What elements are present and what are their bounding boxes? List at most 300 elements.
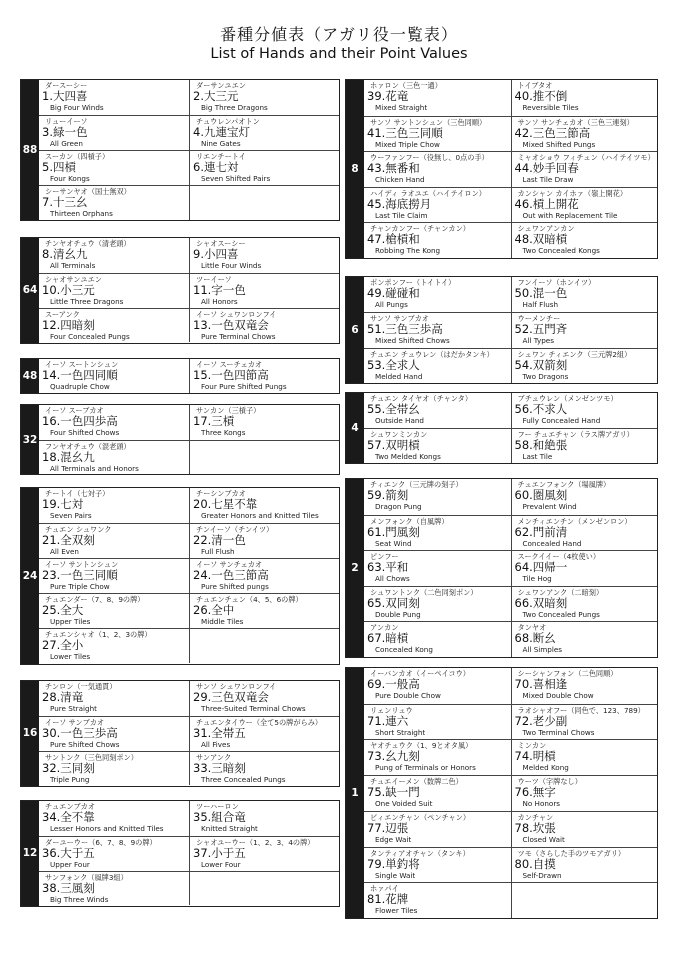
hand-english: Robbing The Kong — [375, 246, 441, 256]
points-bar — [346, 277, 364, 383]
hand-english: Knitted Straight — [201, 824, 258, 833]
hand-name: 48.双暗槓 — [514, 232, 568, 247]
hand-reading: ポンポンフー（トイトイ） — [370, 278, 456, 287]
hand-english: Tile Hog — [522, 574, 552, 584]
hand-reading: リューイーソ — [45, 117, 88, 126]
hand-cell — [364, 428, 511, 463]
hand-name: 58.和絶張 — [514, 438, 568, 452]
hand-reading: フンヤオチュウ（混老頭） — [45, 441, 131, 451]
hand-english: Seven Pairs — [50, 511, 92, 520]
left-points-group — [20, 237, 340, 344]
hand-name: 21.全双刻 — [42, 533, 95, 548]
hand-english: Pung of Terminals or Honors — [375, 763, 476, 773]
hand-english: Edge Wait — [375, 834, 412, 844]
hand-name: 54.双箭刻 — [514, 357, 568, 372]
hand-cell — [364, 811, 511, 847]
hand-name: 33.三暗刻 — [193, 760, 246, 775]
points-bar — [21, 238, 39, 343]
hand-name: 22.清一色 — [193, 533, 246, 548]
hand-english: Big Three Dragons — [201, 103, 268, 112]
hand-cell — [511, 586, 658, 622]
hand-english: Two Concealed Kongs — [522, 246, 600, 256]
hand-reading: タンティアオチャン（タンキ） — [370, 848, 470, 858]
hand-name: 37.小于五 — [193, 845, 246, 860]
hand-cell — [189, 801, 339, 836]
hand-reading: シャオサンユエン — [45, 274, 102, 284]
hand-english: Half Flush — [522, 300, 559, 309]
hand-reading: チンイーソ（チンイツ） — [196, 525, 274, 535]
hand-reading: イーソ スーブカオ — [45, 406, 104, 415]
hand-name: 79.単釣将 — [367, 856, 420, 871]
points-value: 64 — [22, 284, 38, 297]
hand-cell — [39, 751, 189, 786]
hand-reading — [193, 441, 339, 442]
hand-name: 14.一色四同順 — [42, 368, 118, 382]
hand-reading: チートイ（七対子） — [45, 489, 110, 498]
hand-reading: リェンリュウ — [370, 705, 413, 715]
hand-reading — [515, 883, 658, 884]
hand-name: 56.不求人 — [514, 402, 568, 416]
hand-reading: ミンカン — [517, 741, 547, 751]
hand-cell — [189, 440, 339, 475]
hand-name: 20.七星不靠 — [193, 497, 258, 511]
hand-cell — [511, 739, 658, 775]
points-value: 16 — [22, 727, 38, 740]
hand-cell — [189, 80, 339, 115]
hand-name: 41.三色三同順 — [367, 125, 443, 140]
hand-english: All Terminals and Honors — [50, 463, 139, 473]
hand-english: Concealed Hand — [522, 538, 582, 548]
right-points-group — [345, 276, 658, 384]
points-bar — [346, 80, 364, 258]
hand-name: 19.七対 — [42, 497, 84, 511]
hand-reading: サンソ サントンシュン（三色同順） — [370, 117, 487, 127]
hand-reading: チンロン（一気通貫） — [45, 682, 117, 691]
hand-english: Lesser Honors and Knitted Tiles — [50, 824, 164, 833]
hand-english: Upper Four — [50, 859, 90, 869]
hand-reading: チュエンシャオ（1、2、3の牌） — [45, 630, 152, 640]
hand-english: Little Four Winds — [201, 261, 262, 270]
hand-cell — [364, 348, 511, 383]
hand-cell — [39, 308, 189, 343]
hand-english: All Terminals — [50, 261, 96, 270]
points-value: 4 — [351, 422, 359, 434]
hand-name: 34.全不靠 — [42, 810, 95, 824]
hand-name: 68.断幺 — [514, 631, 556, 646]
hand-name: 45.海底撈月 — [367, 196, 432, 211]
hand-name: 51.三色三歩高 — [367, 322, 443, 337]
hand-name: 60.圏風刻 — [514, 488, 568, 502]
hand-cell — [39, 150, 189, 185]
hand-reading: シーサンヤオ（国士無双） — [45, 187, 131, 196]
hand-english: Lower Tiles — [50, 652, 91, 662]
hand-cell — [364, 479, 511, 515]
hand-english: Dragon Pung — [375, 502, 422, 511]
hand-name: 18.混幺九 — [42, 449, 95, 464]
hand-english: Self-Drawn — [522, 870, 562, 880]
hand-reading: ダーサンユエン — [196, 81, 246, 90]
hand-english: Two Concealed Pungs — [522, 609, 600, 619]
hand-cell — [364, 621, 511, 657]
hand-cell — [511, 847, 658, 883]
hand-reading: ホァロン（三色一通） — [370, 81, 442, 90]
hand-name: 75.缺一門 — [367, 785, 420, 800]
hand-english: All Simples — [522, 645, 562, 655]
hand-english: Three Kongs — [201, 428, 246, 437]
hand-cell — [39, 185, 189, 220]
hand-english: No Honors — [522, 799, 561, 809]
hand-name: 81.花牌 — [367, 892, 409, 907]
hand-reading: ウーファンフー（役無し、0点の手） — [370, 153, 489, 163]
hand-reading: チュエン シュワンク — [45, 525, 112, 535]
hand-name: 47.槍槓和 — [367, 232, 420, 247]
hand-name: 66.双暗刻 — [514, 595, 568, 610]
hand-reading: スークイイー（4枚使い） — [517, 552, 601, 562]
hand-reading: イーソ サンチェカオ — [196, 560, 263, 570]
hand-english: Little Three Dragons — [50, 296, 124, 306]
hand-name: 61.門風刻 — [367, 524, 420, 539]
hand-cell — [511, 116, 658, 152]
hand-name: 80.自摸 — [514, 856, 556, 871]
left-points-group — [20, 79, 340, 221]
hand-reading: チュエンフォンク（場風牌） — [517, 480, 611, 489]
hand-cell — [511, 393, 658, 428]
hand-reading: ホァパイ — [370, 884, 399, 894]
hand-english: Two Dragons — [522, 371, 569, 381]
hand-reading: シュワントンク（二色同刻ポン） — [370, 587, 478, 597]
hand-cell — [364, 775, 511, 811]
points-bar — [21, 801, 39, 906]
hand-cell — [364, 515, 511, 551]
hand-reading: リエンチートイ — [196, 152, 246, 161]
hand-english: Seat Wind — [375, 538, 412, 548]
hand-cell — [511, 187, 658, 223]
hand-name: 5.四槓 — [42, 160, 76, 174]
hand-name: 38.三風刻 — [42, 880, 95, 895]
hand-reading: ダーユーウー（6、7、8、9の牌） — [45, 837, 157, 847]
hand-cell — [39, 359, 189, 393]
left-points-group — [20, 487, 340, 665]
hand-cell — [511, 775, 658, 811]
hand-reading: フー チュエチャン（ラス牌アガリ） — [517, 430, 634, 439]
hand-reading: シュワン チィエンク（三元牌2組） — [517, 349, 632, 359]
hand-cell — [39, 523, 189, 558]
hand-reading: シュワンミンカン — [370, 430, 428, 439]
hand-cell — [39, 238, 189, 273]
hand-name: 29.三色双竜会 — [193, 690, 269, 704]
hand-english: Four Concealed Pungs — [50, 331, 130, 341]
points-bar — [346, 393, 364, 463]
hand-cell — [189, 558, 339, 593]
hand-name: 76.無字 — [514, 785, 556, 800]
hand-reading — [193, 629, 339, 630]
hand-cell — [39, 115, 189, 150]
hand-name: 78.坎張 — [514, 820, 556, 835]
hand-name: 2.大三元 — [193, 89, 239, 103]
hand-cell — [39, 558, 189, 593]
hand-cell — [189, 488, 339, 523]
hand-name: 65.双同刻 — [367, 595, 420, 610]
hand-name: 3.緑一色 — [42, 125, 88, 139]
hand-name: 44.妙手回春 — [514, 161, 579, 176]
hand-english: Pure Shifted pungs — [201, 582, 269, 592]
hand-name: 71.連六 — [367, 713, 409, 728]
hand-name: 67.暗槓 — [367, 631, 409, 646]
hand-english: Mixed Double Chow — [522, 691, 594, 700]
hand-english: Pure Double Chow — [375, 691, 441, 700]
hand-cell — [364, 187, 511, 223]
hand-name: 53.全求人 — [367, 357, 420, 372]
hand-english: Two Melded Kongs — [375, 452, 441, 461]
points-bar — [346, 479, 364, 657]
points-bar — [346, 668, 364, 918]
hand-name: 26.全中 — [193, 603, 235, 618]
hand-english: All Types — [522, 336, 554, 346]
left-points-group — [20, 800, 340, 907]
hand-reading: ウーメンチー — [517, 314, 561, 324]
hand-cell — [39, 593, 189, 628]
hand-name: 57.双明槓 — [367, 438, 420, 452]
hand-cell — [189, 308, 339, 343]
hand-name: 73.幺九刻 — [367, 749, 420, 764]
hand-name: 39.花竜 — [367, 89, 409, 103]
hand-english: Melded Kong — [522, 763, 569, 773]
hand-reading: イーソ スーチェカオ — [196, 360, 263, 369]
hand-cell — [189, 238, 339, 273]
hand-reading: トイブタオ — [517, 81, 553, 90]
hand-reading: チャンカンフー（チャンカン） — [370, 224, 470, 234]
hand-cell — [39, 273, 189, 308]
hand-english: Reversible Tiles — [522, 103, 579, 112]
hand-cell — [511, 515, 658, 551]
hand-reading: サンアンク — [196, 752, 232, 762]
hand-name: 12.四暗刻 — [42, 317, 95, 332]
hand-reading: サンフォンク（風牌3組） — [45, 872, 128, 882]
hand-cell — [364, 80, 511, 116]
hand-cell — [189, 359, 339, 393]
right-points-group — [345, 392, 658, 464]
hand-name: 49.碰碰和 — [367, 286, 420, 300]
hand-name: 11.字一色 — [193, 282, 246, 297]
hand-cell — [364, 668, 511, 704]
hand-reading: ハイディ ラオユエ（ハイテイロン） — [370, 188, 486, 198]
hand-cell — [189, 185, 339, 220]
hand-english: Closed Wait — [522, 834, 565, 844]
hand-cell — [39, 871, 189, 906]
hand-english: Upper Tiles — [50, 617, 91, 627]
hand-english: Last Tile Claim — [375, 210, 428, 220]
hand-reading: シーシャンフォン（二色同順） — [517, 669, 618, 678]
points-value: 24 — [22, 569, 38, 582]
points-value: 2 — [351, 562, 359, 574]
hand-name: 28.清竜 — [42, 690, 84, 704]
hand-english: Concealed Kong — [375, 645, 433, 655]
hand-cell — [511, 704, 658, 740]
hand-reading: チュエンブカオ — [45, 802, 96, 811]
hand-name: 70.喜相逢 — [514, 677, 568, 691]
hand-english: Thirteen Orphans — [50, 209, 113, 218]
hand-cell — [511, 428, 658, 463]
hand-english: Flower Tiles — [375, 906, 418, 916]
hand-reading: シャオスーシー — [196, 239, 246, 248]
points-bar — [21, 80, 39, 220]
hand-english: Seven Shifted Pairs — [201, 174, 271, 183]
points-value: 12 — [22, 847, 38, 860]
hand-reading: シュワンアンカン — [517, 224, 575, 234]
hand-reading: ビィエンチャン（ペンチャン） — [370, 812, 471, 822]
hand-reading: サンソ シュワンロンフイ — [196, 682, 277, 691]
hand-cell — [189, 593, 339, 628]
hand-cell — [511, 811, 658, 847]
hand-name: 77.辺張 — [367, 820, 409, 835]
hand-name: 59.箭刻 — [367, 488, 409, 502]
hand-cell — [364, 151, 511, 187]
hand-english: One Voided Suit — [375, 799, 433, 809]
hand-reading: イーソ シュワンロンフイ — [196, 309, 277, 319]
hand-cell — [364, 312, 511, 347]
hand-cell — [364, 847, 511, 883]
hand-english: Double Pung — [375, 609, 421, 619]
hand-reading: チュエンダー（7、8、9の牌） — [45, 595, 145, 605]
hand-english: Middle Tiles — [201, 617, 244, 627]
right-points-group — [345, 478, 658, 658]
hand-reading: フンイーソ（ホンイツ） — [517, 278, 596, 287]
hand-name: 4.九連宝灯 — [193, 125, 250, 139]
hand-name: 6.連七対 — [193, 160, 239, 174]
hand-name: 13.一色双竜会 — [193, 317, 269, 332]
hand-name: 46.槓上開花 — [514, 196, 579, 211]
hand-cell — [364, 116, 511, 152]
hand-english: Three Concealed Pungs — [201, 774, 286, 784]
hand-name: 25.全大 — [42, 603, 84, 618]
hand-name: 23.一色三同順 — [42, 568, 118, 583]
hand-reading: サンソ サンチェカオ（三色三連刻） — [517, 117, 634, 127]
hand-english: All Honors — [201, 296, 238, 306]
hand-reading: チンヤオチュウ（清老頭） — [45, 239, 131, 248]
hand-name: 24.一色三節高 — [193, 568, 269, 583]
hand-english: Single Wait — [375, 870, 416, 880]
hand-english: Outside Hand — [375, 416, 424, 425]
hand-cell — [189, 871, 339, 906]
hand-reading: チュエン チュウレン（はだかタンキ） — [370, 349, 494, 359]
hand-cell — [364, 277, 511, 312]
hand-english: Fully Concealed Hand — [522, 416, 601, 425]
hand-cell — [511, 668, 658, 704]
hand-cell — [364, 882, 511, 918]
hand-cell — [511, 80, 658, 116]
hand-reading: ツーイーソ — [196, 274, 232, 284]
hand-reading: サンカン（三槓子） — [196, 406, 261, 415]
hand-reading: サンソ サンブカオ — [370, 314, 429, 324]
hand-cell — [189, 628, 339, 663]
hand-english: Last Tile — [522, 452, 553, 461]
points-value: 1 — [351, 787, 359, 799]
hand-english: All Green — [50, 139, 83, 148]
hand-name: 62.門前清 — [514, 524, 568, 539]
hand-cell — [189, 716, 339, 751]
hand-cell — [39, 681, 189, 716]
hand-name: 9.小四喜 — [193, 247, 239, 261]
hand-name: 16.一色四歩高 — [42, 414, 118, 428]
hand-reading: スーアンク — [45, 309, 80, 319]
hand-english: Big Four Winds — [50, 103, 104, 112]
right-points-group — [345, 79, 658, 259]
hand-cell — [364, 739, 511, 775]
hand-reading: ウーツ（字牌なし） — [517, 777, 582, 787]
hand-name: 31.全帯五 — [193, 725, 246, 740]
hand-name: 8.清幺九 — [42, 247, 88, 261]
points-bar — [21, 488, 39, 664]
hand-reading: イーバンカオ（イーペイコウ） — [370, 669, 470, 678]
hand-cell — [511, 312, 658, 347]
hand-english: Triple Pung — [50, 774, 90, 784]
hand-reading: チュエン タイヤオ（チャンタ） — [370, 394, 473, 403]
hand-english: Three-Suited Terminal Chows — [201, 704, 306, 713]
hand-name: 63.平和 — [367, 560, 409, 575]
hand-cell — [189, 751, 339, 786]
hand-cell — [364, 586, 511, 622]
hand-cell — [511, 882, 658, 918]
hand-english: Mixed Shifted Chows — [375, 336, 450, 346]
hand-name: 30.一色三歩高 — [42, 725, 118, 740]
hand-name: 10.小三元 — [42, 282, 95, 297]
hand-name: 42.三色三節高 — [514, 125, 591, 140]
hand-cell — [39, 716, 189, 751]
hand-reading: チュエンタイウー（全て5の牌がらみ） — [196, 717, 323, 727]
hand-english: Short Straight — [375, 727, 426, 737]
hand-reading: カンチャン — [517, 812, 554, 822]
hand-reading: チュエンチュン（4、5、6の牌） — [196, 595, 303, 605]
hand-reading — [193, 872, 339, 873]
hand-english: Quadruple Chow — [50, 382, 110, 391]
hand-english: Full Flush — [201, 547, 235, 557]
points-value: 88 — [22, 144, 38, 156]
hand-reading: ミャオショウ フィチュン（ハイテイツモ） — [517, 153, 655, 163]
hand-english: Big Three Winds — [50, 894, 109, 904]
hand-english: All Fives — [201, 739, 231, 749]
hand-reading: イーソ サンブカオ — [45, 717, 105, 727]
hand-english: All Even — [50, 547, 79, 557]
hand-name: 72.老少副 — [514, 713, 568, 728]
hand-name: 55.全帯幺 — [367, 402, 420, 416]
hand-english: All Pungs — [375, 300, 408, 309]
hand-name: 40.推不倒 — [514, 89, 568, 103]
hand-english: Mixed Straight — [375, 103, 428, 112]
hand-reading: サントンク（三色同刻ポン） — [45, 752, 138, 762]
hand-name: 7.十三幺 — [42, 195, 88, 209]
hand-name: 74.明槓 — [514, 749, 556, 764]
hand-english: Mixed Triple Chow — [375, 139, 440, 149]
hand-cell — [189, 523, 339, 558]
hand-name: 50.混一色 — [514, 286, 568, 300]
hand-name: 35.組合竜 — [193, 810, 246, 824]
hand-english: Chicken Hand — [375, 175, 425, 185]
hand-cell — [39, 488, 189, 523]
hand-name: 36.大于五 — [42, 845, 95, 860]
hand-english: Pure Triple Chow — [50, 582, 110, 592]
hand-cell — [511, 277, 658, 312]
points-value: 6 — [351, 324, 359, 336]
page-subtitle: List of Hands and their Point Values — [210, 46, 468, 62]
hand-cell — [189, 405, 339, 440]
hand-reading: シャオユーウー（1、2、3、4の牌） — [196, 837, 315, 847]
hand-name: 69.一般高 — [367, 677, 420, 691]
hand-reading: タンヤオ — [517, 623, 547, 633]
hand-reading: ツーハーロン — [196, 802, 239, 811]
hand-cell — [39, 80, 189, 115]
hand-name: 32.三同刻 — [42, 760, 95, 775]
hand-reading: ラオシャオフー（同色で、123、789） — [517, 705, 645, 715]
